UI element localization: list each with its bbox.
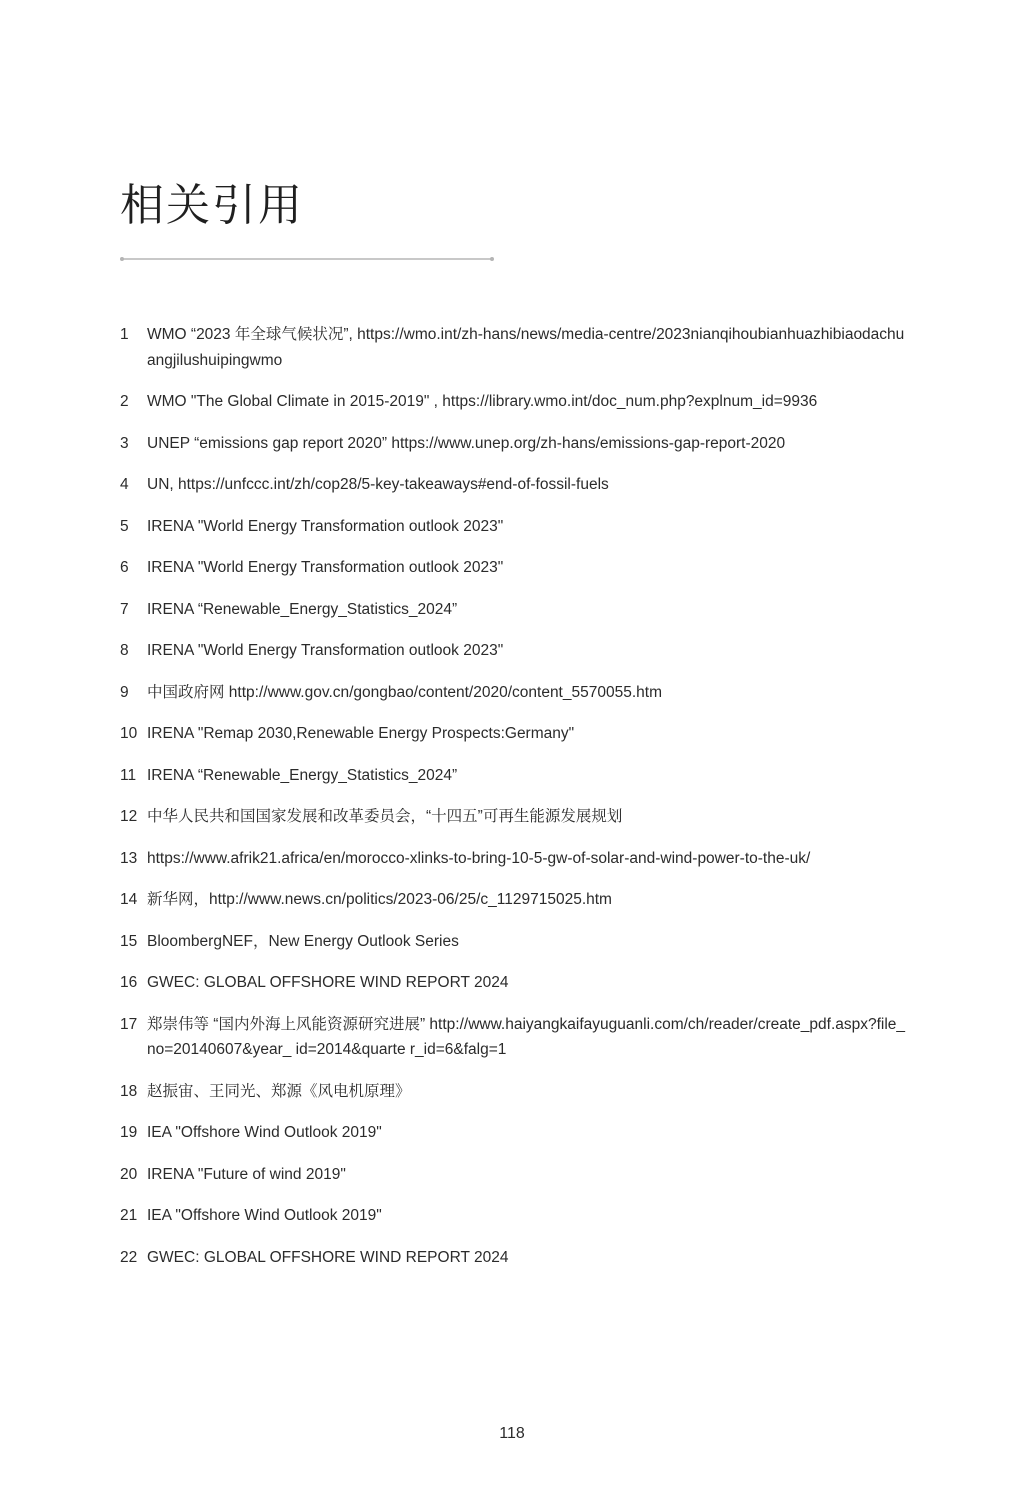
reference-text: IRENA "Future of wind 2019" [147, 1165, 346, 1183]
reference-number: 12 [120, 808, 138, 825]
reference-number: 1 [120, 326, 129, 343]
reference-text: 中华人民共和国国家发展和改革委员会，“十四五”可再生能源发展规划 [147, 808, 623, 825]
reference-item [120, 887, 910, 913]
reference-text: UNEP “emissions gap report 2020” https://www.unep.org/zh-hans/emissions-gap-report-2020 [147, 434, 786, 452]
reference-item [120, 322, 910, 373]
reference-number: 6 [120, 559, 129, 576]
reference-number: 19 [120, 1124, 138, 1141]
reference-number: 22 [120, 1248, 138, 1266]
reference-number: 20 [120, 1165, 138, 1183]
reference-item [120, 763, 910, 789]
reference-text: GWEC: GLOBAL OFFSHORE WIND REPORT 2024 [147, 974, 509, 991]
reference-text: BloombergNEF，New Energy Outlook Series [147, 932, 459, 950]
reference-number: 5 [120, 517, 129, 535]
reference-number: 9 [120, 683, 129, 701]
reference-item [120, 680, 910, 706]
reference-item [120, 721, 910, 747]
reference-text: GWEC: GLOBAL OFFSHORE WIND REPORT 2024 [147, 1248, 509, 1266]
reference-item [120, 929, 910, 955]
reference-item [120, 638, 910, 664]
reference-text: IRENA “Renewable_Energy_Statistics_2024” [147, 600, 458, 618]
reference-number: 17 [120, 1015, 138, 1033]
reference-item [120, 389, 910, 415]
reference-item [120, 1079, 910, 1105]
reference-number: 10 [120, 725, 138, 742]
reference-text: 赵振宙、王同光、郑源《风电机原理》 [147, 1082, 411, 1100]
reference-item [120, 472, 910, 498]
reference-item [120, 555, 910, 581]
reference-text: IRENA "Remap 2030,Renewable Energy Prospects:Germany" [147, 725, 575, 742]
reference-item [120, 1245, 910, 1271]
reference-number: 3 [120, 434, 129, 452]
reference-item [120, 1203, 910, 1229]
reference-number: 15 [120, 932, 138, 950]
reference-number: 4 [120, 476, 129, 493]
reference-text: IRENA “Renewable_Energy_Statistics_2024” [147, 766, 458, 784]
reference-number: 11 [120, 766, 137, 784]
reference-number: 18 [120, 1082, 138, 1100]
reference-text: IRENA "World Energy Transformation outlook 2023" [147, 517, 504, 535]
reference-number: 16 [120, 974, 138, 991]
reference-text: 郑崇伟等 “国内外海上风能资源研究进展” http://www.haiyangkaifayuguanli.com/ch/reader/create_pdf.aspx?file_no=20140607&year_ id=2014&quarte r_id=6&falg=1 [147, 1015, 906, 1058]
reference-text: IEA "Offshore Wind Outlook 2019" [147, 1124, 382, 1141]
reference-number: 14 [120, 891, 138, 908]
reference-item [120, 970, 910, 996]
reference-number: 7 [120, 600, 129, 618]
reference-number: 13 [120, 849, 138, 867]
reference-item [120, 431, 910, 457]
reference-number: 8 [120, 642, 129, 659]
reference-item [120, 804, 910, 830]
reference-item [120, 597, 910, 623]
page-number: 118 [499, 1425, 525, 1442]
title-divider [122, 258, 492, 260]
reference-text: IEA "Offshore Wind Outlook 2019" [147, 1207, 382, 1224]
reference-text: IRENA "World Energy Transformation outlook 2023" [147, 642, 504, 659]
reference-text: WMO "The Global Climate in 2015-2019" , https://library.wmo.int/doc_num.php?explnum_id=9936 [147, 393, 818, 410]
reference-text: https://www.afrik21.africa/en/morocco-xlinks-to-bring-10-5-gw-of-solar-and-wind-power-to-the-uk/ [147, 849, 811, 867]
reference-list [120, 322, 910, 1286]
reference-item [120, 514, 910, 540]
reference-item [120, 846, 910, 872]
reference-item [120, 1012, 910, 1063]
reference-item [120, 1162, 910, 1188]
reference-text: WMO “2023 年全球气候状况”, https://wmo.int/zh-hans/news/media-centre/2023nianqihoubianhuazhibiaodachuangjilushuipingwmo [147, 326, 905, 369]
reference-text: IRENA "World Energy Transformation outlook 2023" [147, 559, 504, 576]
reference-text: 新华网，http://www.news.cn/politics/2023-06/25/c_1129715025.htm [147, 891, 612, 908]
page-title: 相关引用 [120, 180, 304, 231]
reference-text: 中国政府网 http://www.gov.cn/gongbao/content/2020/content_5570055.htm [147, 683, 662, 701]
reference-number: 2 [120, 393, 129, 410]
reference-text: UN, https://unfccc.int/zh/cop28/5-key-takeaways#end-of-fossil-fuels [147, 476, 609, 493]
reference-number: 21 [120, 1207, 138, 1224]
reference-item [120, 1120, 910, 1146]
